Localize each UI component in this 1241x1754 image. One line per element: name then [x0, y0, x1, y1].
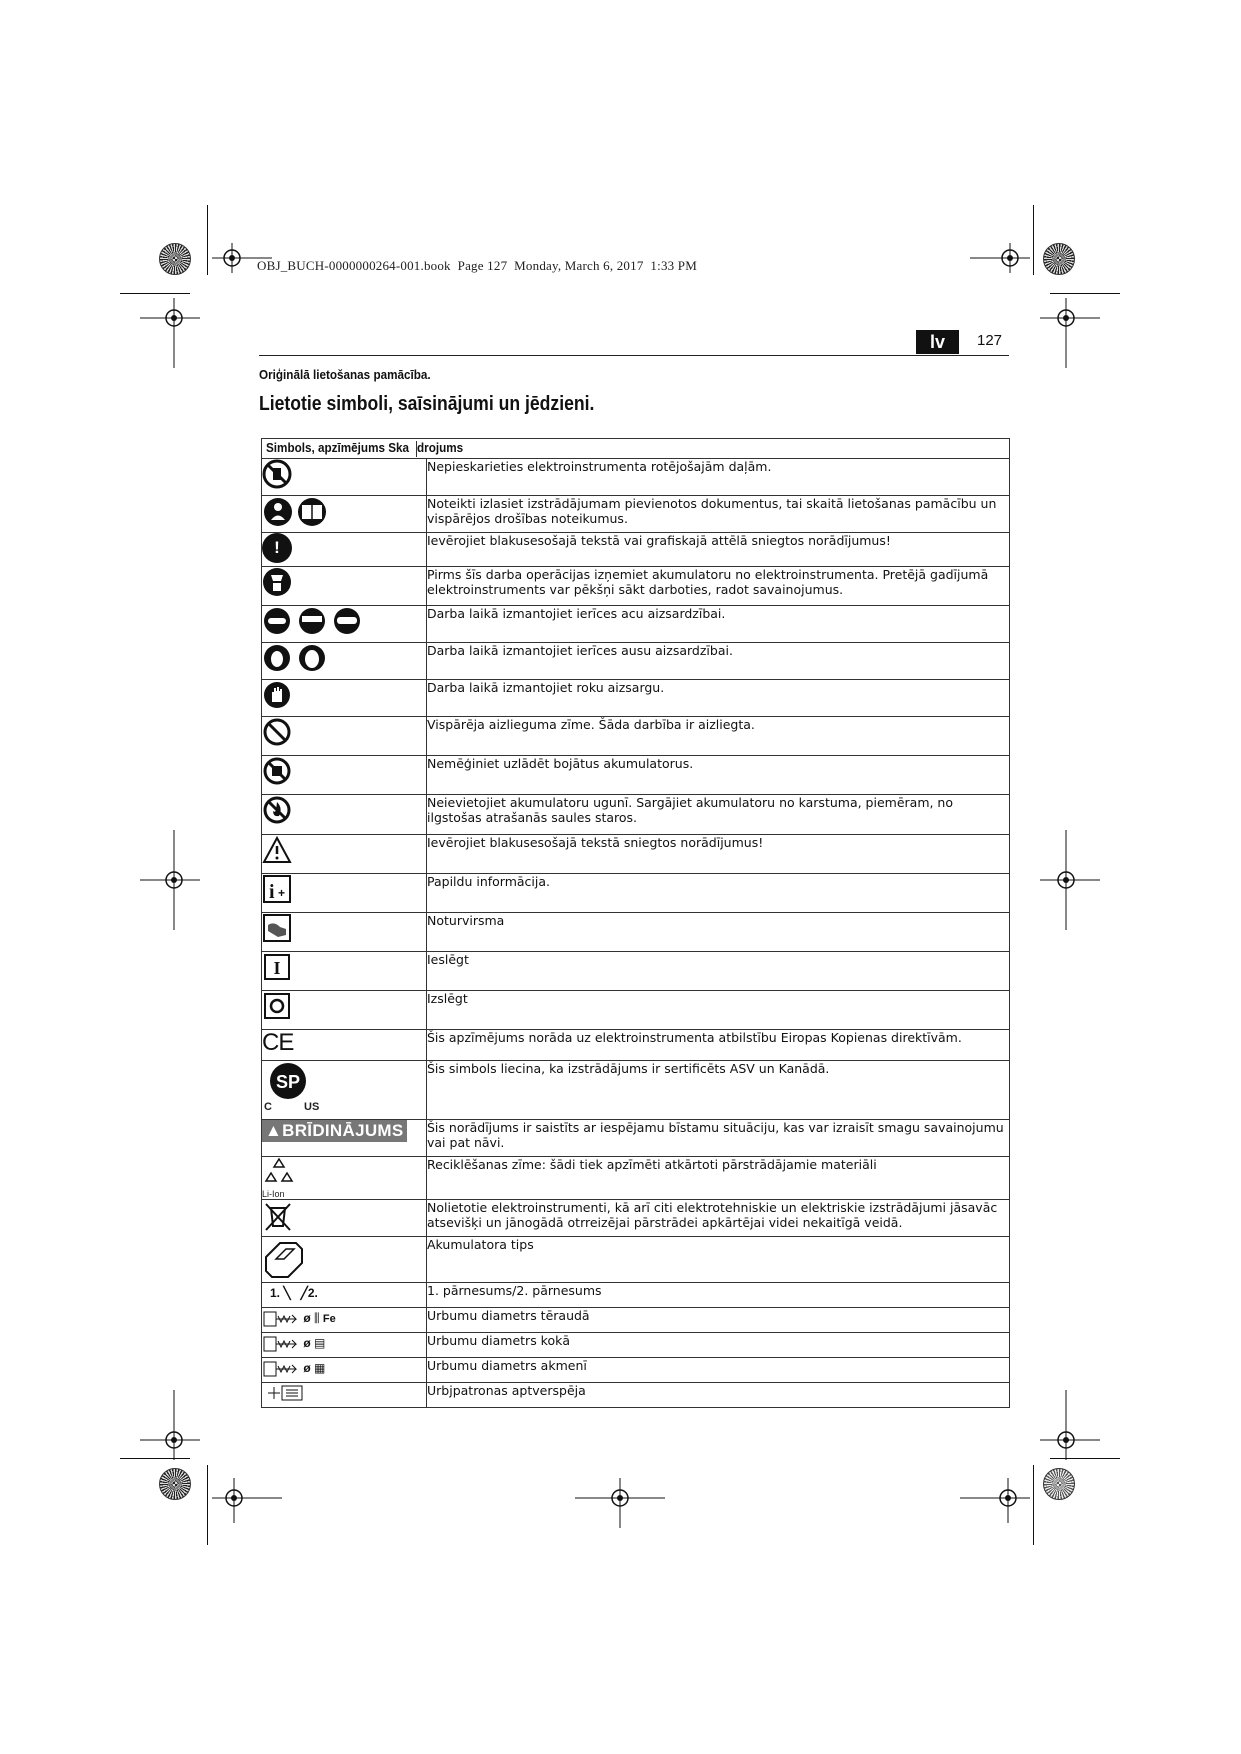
description-cell: Urbumu diametrs kokā [427, 1333, 1010, 1358]
crop-mark [1033, 205, 1034, 275]
symbol-cell [262, 496, 427, 533]
symbol-cell [262, 643, 427, 680]
registration-crosshair-icon [140, 298, 200, 368]
page-title: Lietotie simboli, saīsinājumi un jēdzieni. [259, 393, 595, 415]
description-cell: Reciklēšanas zīme: šādi tiek apzīmēti atkārtoti pārstrādājamie materiāli [427, 1157, 1010, 1200]
header-rule [259, 355, 1009, 356]
symbol-cell [262, 991, 427, 1030]
ear-protection-icon [262, 643, 328, 673]
table-row [262, 874, 1010, 913]
drill-stone-icon: ø ▦ [262, 1361, 325, 1375]
table-row [262, 1120, 1010, 1157]
description-cell: Pirms šīs darba operācijas izņemiet akumulatoru no elektroinstrumenta. Pretējā gadījumā elektroinstruments var pēkšņi sākt darboties, radot savainojumus. [427, 567, 1010, 606]
description-cell: Darba laikā izmantojiet ierīces ausu aizsardzībai. [427, 643, 1010, 680]
prohibition-icon [262, 717, 292, 747]
description-cell: Akumulatora tips [427, 1237, 1010, 1283]
description-cell: Šis norādījums ir saistīts ar iespējamu bīstamu situāciju, kas var izraisīt smagu savainojumu vai pat nāvi. [427, 1120, 1010, 1157]
eye-protection-icon [262, 606, 362, 636]
table-header [262, 439, 1010, 459]
description-cell: Urbumu diametrs akmenī [427, 1358, 1010, 1383]
battery-pack-icon [262, 1237, 306, 1279]
ce-mark-icon: CE [262, 1029, 294, 1056]
symbol-cell [262, 1157, 427, 1200]
description-cell: Vispārēja aizlieguma zīme. Šāda darbība ir aizliegta. [427, 717, 1010, 756]
table-row [262, 533, 1010, 567]
registration-crosshair-icon [1040, 1390, 1100, 1460]
svg-text:SP: SP [275, 1072, 301, 1092]
symbol-cell [262, 835, 427, 874]
symbols-table [261, 438, 1010, 1408]
table-row [262, 1333, 1010, 1358]
table-row [262, 717, 1010, 756]
crop-mark [120, 293, 190, 294]
remove-battery-icon [262, 567, 292, 597]
registration-starburst-icon [1043, 243, 1075, 275]
registration-crosshair-icon [212, 1473, 282, 1533]
symbol-cell [262, 717, 427, 756]
switch-off-icon [262, 991, 292, 1021]
description-cell: Šis apzīmējums norāda uz elektroinstrumenta atbilstību Eiropas Kopienas direktīvām. [427, 1030, 1010, 1061]
language-badge: lv [916, 330, 959, 354]
document-subtitle: Oriģinālā lietošanas pamācība. [259, 367, 431, 382]
table-row [262, 1061, 1010, 1120]
no-charging-damaged-battery-icon [262, 756, 292, 786]
svg-text:I: I [273, 958, 281, 978]
table-row [262, 1383, 1010, 1408]
warning-badge: ▲BRĪDINĀJUMS [262, 1120, 407, 1142]
table-row [262, 567, 1010, 606]
table-row [262, 680, 1010, 717]
symbol-cell [262, 567, 427, 606]
table-row [262, 1157, 1010, 1200]
table-row [262, 1030, 1010, 1061]
warning-triangle-icon [262, 835, 292, 865]
registration-crosshair-icon [575, 1473, 665, 1533]
table-row [262, 1308, 1010, 1333]
description-cell: Noteikti izlasiet izstrādājumam pievienotos dokumentus, tai skaitā lietošanas pamācību un vispārējos drošības noteikumus. [427, 496, 1010, 533]
description-cell: Nolietotie elektroinstrumenti, kā arī citi elektrotehniskie un elektriskie izstrādājumi jāsavāc atsevišķi un jānogādā otrreizējai pārstrādei apkārtējai videi nekaitīgā veidā. [427, 1200, 1010, 1237]
no-fire-icon [262, 795, 292, 825]
crop-mark [1033, 1465, 1034, 1545]
symbol-cell [262, 1030, 427, 1061]
chuck-capacity-icon [266, 1384, 306, 1402]
symbol-cell [262, 1061, 427, 1120]
description-cell: Ieslēgt [427, 952, 1010, 991]
symbol-cell [262, 1200, 427, 1237]
crop-mark [1050, 293, 1120, 294]
exclamation-icon: ! [262, 533, 292, 563]
hands-off-rotating-parts-icon [262, 459, 292, 489]
table-row [262, 835, 1010, 874]
symbol-cell [262, 1283, 427, 1308]
drill-steel-icon: ø ⫼ Fe [262, 1311, 336, 1325]
print-header: OBJ_BUCH-0000000264-001.book Page 127 Monday, March 6, 2017 1:33 PM [257, 258, 697, 273]
crop-mark [207, 1465, 208, 1545]
grip-surface-icon [262, 913, 292, 943]
description-cell: Papildu informācija. [427, 874, 1010, 913]
symbol-cell [262, 756, 427, 795]
description-cell: Ievērojiet blakusesošajā tekstā vai grafiskajā attēlā sniegtos norādījumus! [427, 533, 1010, 567]
description-cell: Neievietojiet akumulatoru ugunī. Sargājiet akumulatoru no karstuma, piemēram, no ilgstošas atrašanās saules staros. [427, 795, 1010, 835]
switch-on-icon [262, 952, 292, 982]
symbol-cell [262, 874, 427, 913]
symbol-cell [262, 795, 427, 835]
svg-text:+: + [278, 886, 286, 900]
symbol-cell [262, 952, 427, 991]
hand-protection-icon [262, 680, 292, 710]
table-header-left: Simbols, apzīmējums Ska [266, 440, 410, 455]
description-cell: Ievērojiet blakusesošajā tekstā sniegtos norādījumus! [427, 835, 1010, 874]
description-cell: Šis simbols liecina, ka izstrādājums ir sertificēts ASV un Kanādā. [427, 1061, 1010, 1120]
table-row [262, 1358, 1010, 1383]
table-header-right: drojums [416, 440, 464, 455]
symbol-cell [262, 1308, 427, 1333]
table-header-row [262, 439, 1010, 459]
crop-mark [207, 205, 208, 275]
weee-bin-icon [262, 1200, 294, 1232]
registration-crosshair-icon [140, 830, 200, 930]
csa-mark-icon: SP C US [262, 1061, 322, 1113]
description-cell: Darba laikā izmantojiet roku aizsargu. [427, 680, 1010, 717]
registration-crosshair-icon [1040, 298, 1100, 368]
registration-starburst-icon [159, 243, 191, 275]
description-cell: Nemēģiniet uzlādēt bojātus akumulatorus. [427, 756, 1010, 795]
registration-crosshair-icon [960, 1473, 1030, 1533]
table-row [262, 643, 1010, 680]
recycling-li-ion-icon: Li-Ion [262, 1157, 302, 1199]
symbol-cell [262, 606, 427, 643]
svg-text:i: i [269, 881, 275, 903]
description-cell: Urbumu diametrs tēraudā [427, 1308, 1010, 1333]
table-row [262, 1200, 1010, 1237]
symbol-cell [262, 1358, 427, 1383]
table-row [262, 606, 1010, 643]
table-row [262, 459, 1010, 496]
table-row [262, 1283, 1010, 1308]
symbol-cell [262, 1120, 427, 1157]
table-row [262, 952, 1010, 991]
symbol-cell [262, 680, 427, 717]
table-row [262, 991, 1010, 1030]
table-row [262, 756, 1010, 795]
description-cell: Noturvirsma [427, 913, 1010, 952]
drill-wood-icon: ø ▤ [262, 1336, 325, 1350]
table-row [262, 1237, 1010, 1283]
info-icon [262, 874, 292, 904]
registration-crosshair-icon [1040, 830, 1100, 930]
description-cell: Darba laikā izmantojiet ierīces acu aizsardzībai. [427, 606, 1010, 643]
read-manual-icon [262, 496, 328, 528]
symbol-cell [262, 459, 427, 496]
symbol-cell [262, 913, 427, 952]
table-row [262, 913, 1010, 952]
symbol-cell [262, 1237, 427, 1283]
description-cell: Nepieskarieties elektroinstrumenta rotējošajām daļām. [427, 459, 1010, 496]
symbol-cell [262, 1333, 427, 1358]
symbol-cell [262, 533, 427, 567]
symbol-cell [262, 1383, 427, 1408]
registration-crosshair-icon [970, 243, 1030, 273]
table-row [262, 496, 1010, 533]
table-row [262, 795, 1010, 835]
description-cell: Izslēgt [427, 991, 1010, 1030]
gear-selection-icon: 1. ╲ ╱2. [270, 1286, 318, 1300]
registration-starburst-icon [159, 1468, 191, 1500]
description-cell: Urbjpatronas aptverspēja [427, 1383, 1010, 1408]
registration-starburst-icon [1043, 1468, 1075, 1500]
registration-crosshair-icon [140, 1390, 200, 1460]
page-number: 127 [977, 332, 1003, 349]
description-cell: 1. pārnesums/2. pārnesums [427, 1283, 1010, 1308]
